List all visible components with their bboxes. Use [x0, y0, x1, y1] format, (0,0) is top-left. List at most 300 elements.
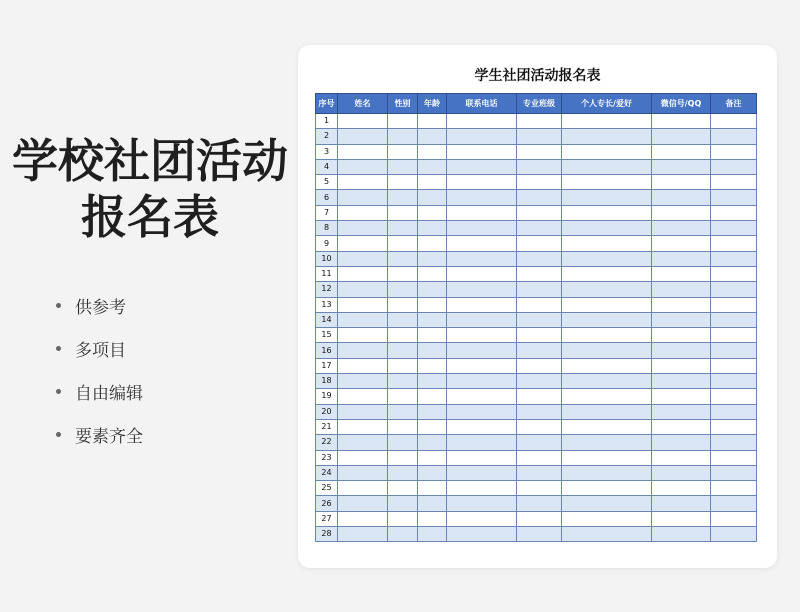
table-cell[interactable]: [652, 175, 711, 190]
table-cell[interactable]: [562, 282, 652, 297]
table-cell[interactable]: [562, 419, 652, 434]
table-cell[interactable]: [418, 144, 447, 159]
table-cell[interactable]: [418, 389, 447, 404]
table-cell[interactable]: [652, 358, 711, 373]
sheet-title: 学生社团活动报名表: [474, 68, 601, 84]
table-cell[interactable]: [711, 221, 757, 236]
column-header: 专业班级: [517, 94, 562, 114]
table-cell[interactable]: [338, 527, 388, 542]
table-cell[interactable]: [388, 511, 418, 526]
row-number: 10: [316, 251, 338, 266]
table-cell[interactable]: [711, 404, 757, 419]
table-cell[interactable]: [517, 328, 562, 343]
row-number: 18: [316, 374, 338, 389]
column-header: 序号: [316, 94, 338, 114]
table-cell[interactable]: [447, 511, 517, 526]
table-cell[interactable]: [517, 511, 562, 526]
table-row: [316, 190, 757, 205]
table-cell[interactable]: [338, 481, 388, 496]
table-cell[interactable]: [562, 175, 652, 190]
table-cell[interactable]: [562, 374, 652, 389]
table-cell[interactable]: [711, 374, 757, 389]
table-cell[interactable]: [388, 190, 418, 205]
table-cell[interactable]: [338, 266, 388, 281]
table-cell[interactable]: [652, 114, 711, 129]
table-cell[interactable]: [388, 312, 418, 327]
table-cell[interactable]: [447, 266, 517, 281]
row-number: 9: [316, 236, 338, 251]
table-cell[interactable]: [418, 465, 447, 480]
table-cell[interactable]: [338, 144, 388, 159]
table-cell[interactable]: [418, 114, 447, 129]
table-cell[interactable]: [388, 159, 418, 174]
table-cell[interactable]: [652, 282, 711, 297]
row-number: 17: [316, 358, 338, 373]
table-cell[interactable]: [388, 114, 418, 129]
table-cell[interactable]: [418, 282, 447, 297]
table-cell[interactable]: [711, 328, 757, 343]
table-cell[interactable]: [711, 190, 757, 205]
row-number: 7: [316, 205, 338, 220]
table-cell[interactable]: [652, 496, 711, 511]
table-cell[interactable]: [562, 205, 652, 220]
table-cell[interactable]: [517, 297, 562, 312]
table-cell[interactable]: [418, 190, 447, 205]
table-cell[interactable]: [562, 129, 652, 144]
table-row: [316, 435, 757, 450]
table-cell[interactable]: [418, 129, 447, 144]
table-cell[interactable]: [652, 144, 711, 159]
table-cell[interactable]: [517, 144, 562, 159]
feature-item: [56, 327, 143, 370]
table-cell[interactable]: [338, 419, 388, 434]
table-cell[interactable]: [388, 481, 418, 496]
table-cell[interactable]: [562, 527, 652, 542]
table-cell[interactable]: [447, 159, 517, 174]
table-row: [316, 389, 757, 404]
table-cell[interactable]: [338, 175, 388, 190]
table-cell[interactable]: [711, 282, 757, 297]
table-cell[interactable]: [447, 527, 517, 542]
table-cell[interactable]: [562, 251, 652, 266]
table-cell[interactable]: [562, 481, 652, 496]
table-row: [316, 205, 757, 220]
table-cell[interactable]: [517, 343, 562, 358]
row-number: 4: [316, 159, 338, 174]
table-cell[interactable]: [418, 374, 447, 389]
row-number: 8: [316, 221, 338, 236]
table-cell[interactable]: [711, 297, 757, 312]
table-cell[interactable]: [447, 450, 517, 465]
table-cell[interactable]: [418, 328, 447, 343]
table-cell[interactable]: [517, 205, 562, 220]
table-cell[interactable]: [447, 297, 517, 312]
table-cell[interactable]: [418, 481, 447, 496]
table-cell[interactable]: [562, 114, 652, 129]
row-number: 25: [316, 481, 338, 496]
table-cell[interactable]: [418, 527, 447, 542]
table-cell[interactable]: [562, 144, 652, 159]
table-cell[interactable]: [447, 312, 517, 327]
table-cell[interactable]: [517, 450, 562, 465]
table-cell[interactable]: [652, 251, 711, 266]
table-row: [316, 159, 757, 174]
row-number: 27: [316, 511, 338, 526]
table-cell[interactable]: [652, 159, 711, 174]
table-row: [316, 297, 757, 312]
table-cell[interactable]: [338, 114, 388, 129]
table-cell[interactable]: [652, 404, 711, 419]
row-number: 20: [316, 404, 338, 419]
table-cell[interactable]: [418, 343, 447, 358]
table-cell[interactable]: [338, 450, 388, 465]
table-row: [316, 221, 757, 236]
feature-item: [56, 370, 143, 413]
table-cell[interactable]: [388, 435, 418, 450]
table-row: [316, 312, 757, 327]
table-cell[interactable]: [652, 435, 711, 450]
table-cell[interactable]: [388, 282, 418, 297]
table-cell[interactable]: [562, 221, 652, 236]
table-cell[interactable]: [447, 190, 517, 205]
table-cell[interactable]: [652, 205, 711, 220]
table-cell[interactable]: [711, 251, 757, 266]
table-cell[interactable]: [562, 190, 652, 205]
table-cell[interactable]: [652, 266, 711, 281]
table-cell[interactable]: [338, 328, 388, 343]
table-row: [316, 358, 757, 373]
table-cell[interactable]: [652, 465, 711, 480]
row-number: 21: [316, 419, 338, 434]
table-cell[interactable]: [447, 389, 517, 404]
table-cell[interactable]: [517, 358, 562, 373]
table-cell[interactable]: [562, 328, 652, 343]
table-cell[interactable]: [388, 527, 418, 542]
table-cell[interactable]: [338, 190, 388, 205]
table-cell[interactable]: [447, 435, 517, 450]
table-cell[interactable]: [562, 465, 652, 480]
table-row: [316, 129, 757, 144]
table-cell[interactable]: [447, 221, 517, 236]
table-cell[interactable]: [711, 481, 757, 496]
table-cell[interactable]: [447, 328, 517, 343]
bullet-icon: [56, 432, 61, 437]
table-cell[interactable]: [338, 389, 388, 404]
table-cell[interactable]: [388, 236, 418, 251]
table-cell[interactable]: [338, 358, 388, 373]
registration-table: [315, 93, 757, 542]
table-cell[interactable]: [652, 374, 711, 389]
table-cell[interactable]: [652, 312, 711, 327]
table-cell[interactable]: [447, 114, 517, 129]
table-cell[interactable]: [418, 205, 447, 220]
table-cell[interactable]: [388, 175, 418, 190]
table-cell[interactable]: [652, 129, 711, 144]
table-cell[interactable]: [447, 144, 517, 159]
table-cell[interactable]: [711, 465, 757, 480]
row-number: 16: [316, 343, 338, 358]
table-cell[interactable]: [652, 190, 711, 205]
table-cell[interactable]: [388, 221, 418, 236]
table-cell[interactable]: [388, 450, 418, 465]
table-cell[interactable]: [418, 450, 447, 465]
table-cell[interactable]: [652, 419, 711, 434]
table-cell[interactable]: [652, 221, 711, 236]
table-row: [316, 527, 757, 542]
table-cell[interactable]: [517, 465, 562, 480]
table-cell[interactable]: [418, 404, 447, 419]
table-cell[interactable]: [652, 297, 711, 312]
table-cell[interactable]: [517, 435, 562, 450]
table-cell[interactable]: [652, 527, 711, 542]
row-number: 22: [316, 435, 338, 450]
table-cell[interactable]: [418, 236, 447, 251]
table-row: [316, 266, 757, 281]
table-cell[interactable]: [418, 251, 447, 266]
table-cell[interactable]: [562, 435, 652, 450]
table-cell[interactable]: [388, 404, 418, 419]
table-cell[interactable]: [652, 450, 711, 465]
page-title: [0, 133, 300, 245]
table-cell[interactable]: [418, 435, 447, 450]
feature-label: 要素齐全: [75, 427, 143, 447]
table-row: [316, 144, 757, 159]
table-row: [316, 374, 757, 389]
document-preview-card[interactable]: [298, 45, 777, 568]
table-cell[interactable]: [447, 465, 517, 480]
table-cell[interactable]: [517, 312, 562, 327]
table-cell[interactable]: [388, 297, 418, 312]
table-cell[interactable]: [338, 251, 388, 266]
row-number: 13: [316, 297, 338, 312]
table-cell[interactable]: [711, 159, 757, 174]
table-cell[interactable]: [388, 358, 418, 373]
table-row: [316, 114, 757, 129]
table-cell[interactable]: [338, 496, 388, 511]
row-number: 26: [316, 496, 338, 511]
table-cell[interactable]: [562, 450, 652, 465]
table-cell[interactable]: [388, 266, 418, 281]
table-cell[interactable]: [562, 312, 652, 327]
row-number: 28: [316, 527, 338, 542]
table-body: [316, 114, 757, 542]
row-number: 6: [316, 190, 338, 205]
table-cell[interactable]: [711, 343, 757, 358]
table-cell[interactable]: [562, 343, 652, 358]
table-row: [316, 496, 757, 511]
table-cell[interactable]: [517, 251, 562, 266]
table-cell[interactable]: [711, 435, 757, 450]
feature-label: 自由编辑: [75, 384, 143, 404]
row-number: 11: [316, 266, 338, 281]
table-cell[interactable]: [447, 404, 517, 419]
table-cell[interactable]: [517, 496, 562, 511]
table-row: [316, 282, 757, 297]
feature-list: [56, 284, 143, 456]
table-cell[interactable]: [447, 419, 517, 434]
table-row: [316, 404, 757, 419]
bullet-icon: [56, 303, 61, 308]
table-cell[interactable]: [388, 389, 418, 404]
table-cell[interactable]: [447, 282, 517, 297]
table-cell[interactable]: [338, 236, 388, 251]
table-cell[interactable]: [338, 404, 388, 419]
table-cell[interactable]: [338, 159, 388, 174]
table-cell[interactable]: [338, 221, 388, 236]
table-cell[interactable]: [418, 159, 447, 174]
table-cell[interactable]: [388, 419, 418, 434]
table-cell[interactable]: [562, 496, 652, 511]
left-panel: [0, 0, 300, 612]
table-cell[interactable]: [338, 129, 388, 144]
table-cell[interactable]: [711, 114, 757, 129]
table-cell[interactable]: [711, 236, 757, 251]
table-cell[interactable]: [652, 511, 711, 526]
table-cell[interactable]: [562, 297, 652, 312]
table-cell[interactable]: [388, 496, 418, 511]
row-number: 23: [316, 450, 338, 465]
table-cell[interactable]: [418, 266, 447, 281]
row-number: 15: [316, 328, 338, 343]
table-cell[interactable]: [652, 328, 711, 343]
table-cell[interactable]: [711, 175, 757, 190]
table-cell[interactable]: [517, 190, 562, 205]
column-header: 年龄: [418, 94, 447, 114]
table-cell[interactable]: [338, 297, 388, 312]
table-cell[interactable]: [517, 221, 562, 236]
table-cell[interactable]: [447, 496, 517, 511]
row-number: 1: [316, 114, 338, 129]
table-header-row: [316, 94, 757, 114]
table-cell[interactable]: [517, 374, 562, 389]
table-cell[interactable]: [711, 129, 757, 144]
bullet-icon: [56, 346, 61, 351]
row-number: 5: [316, 175, 338, 190]
row-number: 24: [316, 465, 338, 480]
table-cell[interactable]: [711, 496, 757, 511]
table-cell[interactable]: [418, 419, 447, 434]
row-number: 12: [316, 282, 338, 297]
table-cell[interactable]: [711, 358, 757, 373]
table-cell[interactable]: [517, 114, 562, 129]
column-header: 性别: [388, 94, 418, 114]
column-header: 微信号/QQ: [652, 94, 711, 114]
table-cell[interactable]: [711, 527, 757, 542]
row-number: 14: [316, 312, 338, 327]
row-number: 19: [316, 389, 338, 404]
table-cell[interactable]: [447, 236, 517, 251]
column-header: 备注: [711, 94, 757, 114]
table-cell[interactable]: [711, 205, 757, 220]
table-cell[interactable]: [562, 404, 652, 419]
table-cell[interactable]: [338, 374, 388, 389]
table-cell[interactable]: [711, 450, 757, 465]
table-cell[interactable]: [517, 419, 562, 434]
table-cell[interactable]: [388, 328, 418, 343]
table-cell[interactable]: [418, 312, 447, 327]
table-row: [316, 343, 757, 358]
table-row: [316, 511, 757, 526]
table-cell[interactable]: [418, 221, 447, 236]
page-title-line-2: 报名表: [81, 190, 219, 244]
table-cell[interactable]: [418, 496, 447, 511]
table-cell[interactable]: [447, 343, 517, 358]
table-cell[interactable]: [711, 419, 757, 434]
table-cell[interactable]: [562, 358, 652, 373]
table-cell[interactable]: [388, 343, 418, 358]
feature-item: [56, 413, 143, 456]
table-cell[interactable]: [338, 511, 388, 526]
table-cell[interactable]: [562, 236, 652, 251]
table-cell[interactable]: [711, 312, 757, 327]
table-cell[interactable]: [338, 435, 388, 450]
table-cell[interactable]: [562, 266, 652, 281]
column-header: 联系电话: [447, 94, 517, 114]
table-cell[interactable]: [711, 389, 757, 404]
table-cell[interactable]: [447, 374, 517, 389]
table-cell[interactable]: [388, 465, 418, 480]
table-cell[interactable]: [447, 358, 517, 373]
table-cell[interactable]: [517, 159, 562, 174]
table-cell[interactable]: [418, 297, 447, 312]
table-cell[interactable]: [652, 343, 711, 358]
table-cell[interactable]: [517, 282, 562, 297]
table-cell[interactable]: [388, 205, 418, 220]
table-cell[interactable]: [711, 511, 757, 526]
table-cell[interactable]: [447, 175, 517, 190]
table-cell[interactable]: [447, 205, 517, 220]
table-cell[interactable]: [388, 374, 418, 389]
table-cell[interactable]: [388, 144, 418, 159]
table-row: [316, 251, 757, 266]
table-cell[interactable]: [338, 465, 388, 480]
row-number: 3: [316, 144, 338, 159]
table-cell[interactable]: [418, 358, 447, 373]
table-cell[interactable]: [652, 236, 711, 251]
table-cell[interactable]: [338, 282, 388, 297]
table-row: [316, 450, 757, 465]
table-cell[interactable]: [338, 343, 388, 358]
table-cell[interactable]: [517, 404, 562, 419]
table-cell[interactable]: [517, 266, 562, 281]
table-cell[interactable]: [517, 129, 562, 144]
table-cell[interactable]: [562, 511, 652, 526]
table-cell[interactable]: [711, 266, 757, 281]
table-cell[interactable]: [388, 251, 418, 266]
table-cell[interactable]: [562, 159, 652, 174]
table-cell[interactable]: [447, 481, 517, 496]
table-row: [316, 481, 757, 496]
table-cell[interactable]: [517, 481, 562, 496]
table-cell[interactable]: [517, 175, 562, 190]
table-cell[interactable]: [652, 389, 711, 404]
table-cell[interactable]: [388, 129, 418, 144]
table-cell[interactable]: [517, 527, 562, 542]
table-cell[interactable]: [711, 144, 757, 159]
table-cell[interactable]: [652, 481, 711, 496]
feature-label: 多项目: [75, 341, 126, 361]
table-cell[interactable]: [338, 205, 388, 220]
table-cell[interactable]: [338, 312, 388, 327]
table-cell[interactable]: [562, 389, 652, 404]
table-cell[interactable]: [418, 511, 447, 526]
table-cell[interactable]: [418, 175, 447, 190]
feature-label: 供参考: [75, 298, 126, 318]
table-cell[interactable]: [517, 389, 562, 404]
table-cell[interactable]: [447, 251, 517, 266]
table-cell[interactable]: [517, 236, 562, 251]
table-cell[interactable]: [447, 129, 517, 144]
